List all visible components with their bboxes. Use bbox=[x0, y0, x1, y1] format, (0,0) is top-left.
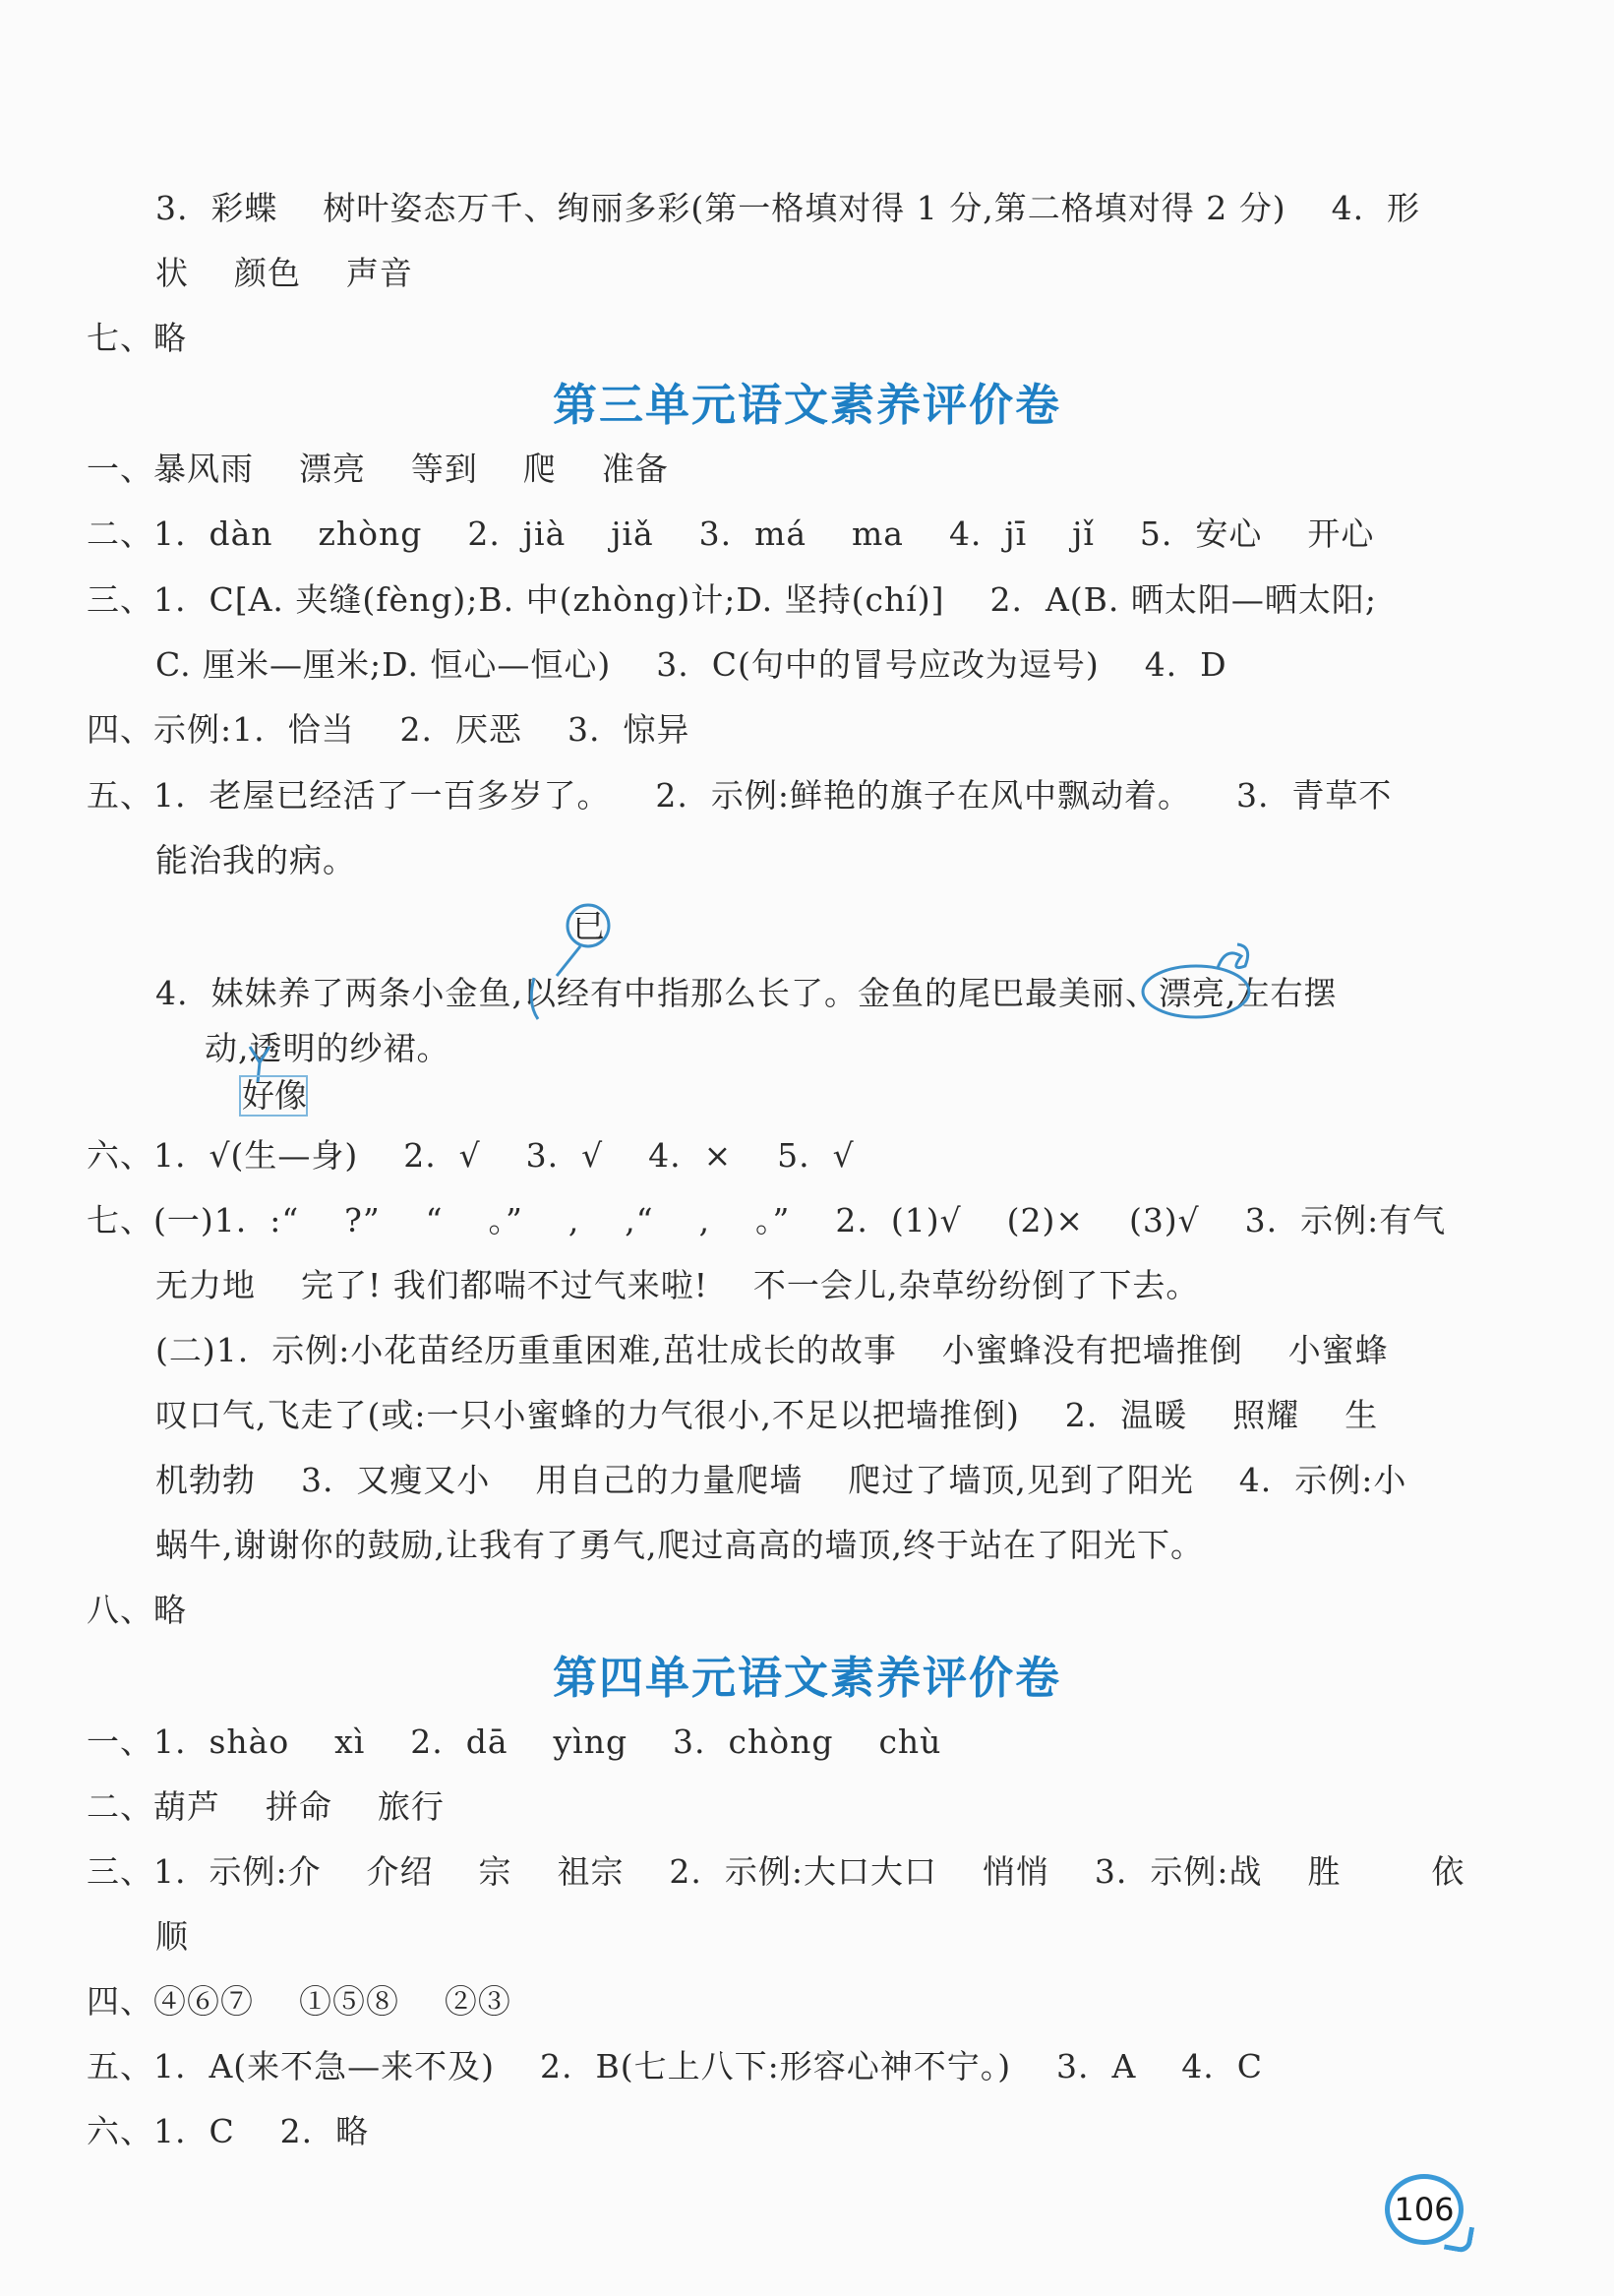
edit-sentence-line: 动,透明的纱裙。 bbox=[205, 1029, 450, 1067]
answer-line: 状 颜色 声音 bbox=[155, 254, 413, 292]
answer-line: 二、葫芦 拼命 旅行 bbox=[87, 1787, 445, 1826]
answer-line: 无力地 完了! 我们都喘不过气来啦! 不一会儿,杂草纷纷倒了下去。 bbox=[155, 1266, 1200, 1304]
answer-line: 3. 彩蝶 树叶姿态万千、绚丽多彩(第一格填对得 1 分,第二格填对得 2 分) 4. 形 bbox=[155, 189, 1421, 227]
edit-insert-haoxiang: 好像 bbox=[242, 1076, 307, 1115]
answer-line: 六、1. C 2. 略 bbox=[87, 2112, 370, 2150]
answer-line: C. 厘米—厘米;D. 恒心—恒心) 3. C(句中的冒号应改为逗号) 4. D bbox=[155, 645, 1227, 684]
answer-line: 四、④⑥⑦ ①⑤⑧ ②③ bbox=[87, 1982, 511, 2021]
answer-line: 五、1. A(来不急—来不及) 2. B(七上八下:形容心神不宁。) 3. A 4. C bbox=[87, 2047, 1264, 2085]
answer-line: 三、1. C[A. 夹缝(fèng);B. 中(zhòng)计;D. 坚持(chí)] 2. A(B. 晒太阳—晒太阳; bbox=[87, 580, 1378, 619]
insert-caret-mark bbox=[531, 978, 538, 1019]
answer-line: 能治我的病。 bbox=[155, 841, 356, 879]
answer-line: 机勃勃 3. 又瘦又小 用自己的力量爬墙 爬过了墙顶,见到了阳光 4. 示例:小 bbox=[155, 1461, 1407, 1499]
answer-line: 一、暴风雨 漂亮 等到 爬 准备 bbox=[87, 450, 669, 488]
answer-line: 二、1. dàn zhòng 2. jià jiǎ 3. má ma 4. jī jǐ 5. 安心 开心 bbox=[87, 514, 1375, 553]
insert-circle-mark bbox=[568, 905, 609, 946]
answer-line: 四、示例:1. 恰当 2. 厌恶 3. 惊异 bbox=[87, 710, 690, 749]
insert-box-mark bbox=[240, 1076, 307, 1116]
answer-line: 八、略 bbox=[87, 1591, 187, 1629]
answer-line: 六、1. √(生—身) 2. √ 3. √ 4. × 5. √ bbox=[87, 1136, 855, 1175]
answer-line: 三、1. 示例:介 介绍 宗 祖宗 2. 示例:大口大口 悄悄 3. 示例:战 胜 依 bbox=[87, 1852, 1465, 1891]
delete-squiggle-mark bbox=[1218, 944, 1248, 968]
delete-circle-mark bbox=[1143, 966, 1249, 1017]
answer-line: 叹口气,飞走了(或:一只小蜜蜂的力气很小,不足以把墙推倒) 2. 温暖 照耀 生 bbox=[155, 1396, 1379, 1434]
answer-line: (二)1. 示例:小花苗经历重重困难,茁壮成长的故事 小蜜蜂没有把墙推倒 小蜜蜂 bbox=[155, 1331, 1389, 1369]
answer-line: 七、(一)1. :“ ?” “ 。” , ,“ , 。” 2. (1)√ (2)× (3)√ 3. 示例:有气 bbox=[87, 1201, 1447, 1239]
answer-line: 五、1. 老屋已经活了一百多岁了。 2. 示例:鲜艳的旗子在风中飘动着。 3. 青草不 bbox=[87, 776, 1393, 815]
page-number: 106 bbox=[1385, 2174, 1464, 2245]
answer-line: 七、略 bbox=[87, 319, 187, 357]
edit-insert-yi: 已 bbox=[572, 907, 605, 945]
section-title-unit3: 第三单元语文素养评价卷 bbox=[552, 379, 1061, 431]
insert-line-mark bbox=[557, 946, 580, 976]
section-title-unit4: 第四单元语文素养评价卷 bbox=[552, 1652, 1061, 1704]
insert-v-mark bbox=[250, 1047, 269, 1062]
answer-line: 顺 bbox=[155, 1917, 189, 1956]
answer-line: 蜗牛,谢谢你的鼓励,让我有了勇气,爬过高高的墙顶,终于站在了阳光下。 bbox=[155, 1526, 1204, 1564]
answer-line: 一、1. shào xì 2. dā yìng 3. chòng chù bbox=[87, 1722, 942, 1761]
edit-sentence-line: 4. 妹妹养了两条小金鱼,以经有中指那么长了。金鱼的尾巴最美丽、漂亮,左右摆 bbox=[155, 974, 1338, 1012]
